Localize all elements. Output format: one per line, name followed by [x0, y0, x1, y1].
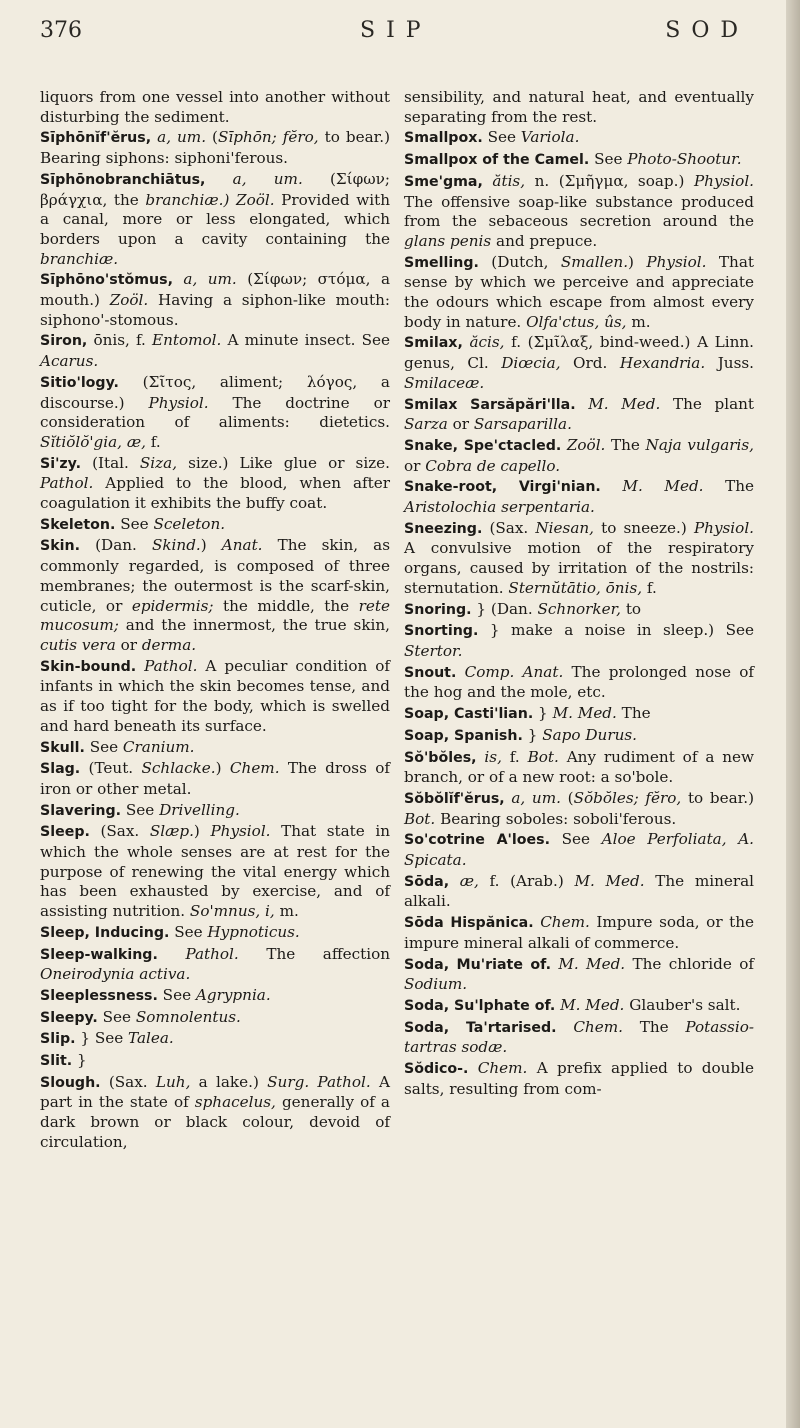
- entry-text: The: [622, 1017, 686, 1036]
- entry-text: [456, 663, 464, 681]
- dictionary-entry: [40, 536, 390, 655]
- entry-text: }: [72, 1051, 87, 1070]
- entry-text: M. Med.: [560, 995, 625, 1014]
- entry-text: See: [157, 985, 196, 1004]
- dictionary-entry: [40, 738, 390, 759]
- entry-text: Cobra de capello.: [425, 456, 561, 475]
- entry-text: See: [84, 737, 123, 756]
- entry-text: Physiol.: [693, 518, 754, 537]
- entry-text: The dross of iron or other metal.: [40, 759, 390, 798]
- running-head-right: S O D: [665, 18, 740, 43]
- entry-text: or: [404, 456, 426, 475]
- dictionary-entry: [404, 519, 754, 599]
- entry-headword: Sneezing.: [404, 520, 483, 537]
- entry-text: See: [482, 128, 521, 147]
- entry-text: Impure soda, or the impure mineral alkali of commerce.: [404, 913, 755, 952]
- entry-headword: Sleep-walking.: [40, 946, 158, 963]
- page-number: 376: [40, 18, 82, 43]
- entry-headword: Soap, Casti'lian.: [404, 706, 534, 723]
- dictionary-entry: [404, 704, 754, 725]
- entry-text: to bear.) Bearing siphons: siphoni'ferous.: [40, 128, 390, 168]
- entry-text: Any rudiment of a new branch, or of a new root: a so'bole.: [404, 747, 755, 787]
- dictionary-entry: [40, 1051, 390, 1072]
- dictionary-entry: [40, 1029, 390, 1050]
- dictionary-entry: [40, 1073, 390, 1153]
- entry-text: ): [628, 252, 647, 271]
- entry-headword: Soda, Mu'riate of.: [404, 956, 551, 973]
- dictionary-entry: [404, 395, 754, 435]
- entry-text: Physiol.: [646, 252, 707, 271]
- entry-text: ): [200, 536, 222, 555]
- entry-text: a, um.: [183, 270, 237, 289]
- entry-text: Schnorker,: [537, 599, 621, 618]
- entry-text: Entomol.: [152, 331, 222, 350]
- entry-text: a, um.: [157, 128, 207, 147]
- entry-headword: Skull.: [40, 739, 85, 756]
- dictionary-entry: [404, 996, 754, 1017]
- entry-text: Sceleton.: [153, 514, 226, 533]
- entry-text: Drivelling.: [159, 800, 240, 819]
- entry-text: [557, 1018, 574, 1036]
- entry-text: Sŏbŏles; fĕro,: [573, 788, 682, 807]
- entry-text: Chem.: [477, 1059, 528, 1078]
- entry-text: (Sax.: [89, 822, 150, 841]
- dictionary-entry: [404, 748, 754, 788]
- dictionary-entry: [40, 515, 390, 536]
- entry-text: (: [206, 128, 218, 147]
- entry-headword: Sīphōno'stŏmus,: [40, 272, 173, 289]
- entry-text: }: [533, 704, 553, 723]
- entry-text: Variola.: [520, 128, 580, 147]
- dictionary-entry: [404, 1059, 754, 1099]
- entry-text: to bear.): [681, 788, 754, 807]
- entry-text: [601, 477, 623, 495]
- entry-text: is,: [484, 747, 502, 766]
- entry-text: Oneirodynia activa.: [40, 965, 191, 984]
- entry-text: M. Med.: [588, 394, 661, 413]
- right-column: [404, 88, 754, 1100]
- entry-text: Naja vulgaris,: [645, 435, 754, 454]
- entry-headword: Snoring.: [404, 601, 472, 618]
- dictionary-entry: [404, 830, 754, 870]
- entry-text: Bot.: [527, 747, 559, 766]
- entry-text: } See: [75, 1029, 129, 1048]
- dictionary-entry: [404, 726, 754, 747]
- entry-text: See: [169, 922, 208, 941]
- entry-headword: Smilax Sarsăpări'lla.: [404, 396, 576, 413]
- dictionary-entry: [40, 923, 390, 944]
- entry-headword: Sŏbŏlĭf'ĕrus,: [404, 790, 505, 807]
- entry-text: Skind.: [151, 536, 201, 555]
- entry-text: Sīphōn; fĕro,: [217, 128, 319, 147]
- entry-text: or: [115, 635, 142, 654]
- dictionary-entry: [404, 663, 754, 703]
- entry-text: branchiæ.: [40, 249, 119, 268]
- dictionary-entry: [404, 872, 754, 912]
- entry-text: Zoöl.: [109, 291, 149, 310]
- entry-text: Sĭtiŏlŏ'gia, æ,: [40, 432, 146, 451]
- entry-text: m.: [274, 902, 299, 921]
- entry-text: The affection: [238, 944, 391, 963]
- entry-text: Anat.: [221, 536, 263, 555]
- entry-text: A convulsive motion of the respiratory organs, caused by irritation of the nostrils: sternutation.: [404, 539, 754, 597]
- entry-text: Comp. Anat.: [464, 662, 564, 681]
- entry-text: [158, 945, 186, 963]
- entry-text: Smilaceæ.: [404, 373, 485, 392]
- entry-text: The plant: [660, 394, 755, 413]
- entry-text: Sarsaparilla.: [473, 415, 572, 434]
- entry-text: The prolonged nose of the hog and the mole, etc.: [404, 662, 754, 702]
- entry-text: Chem.: [229, 759, 280, 778]
- entry-text: ): [215, 759, 230, 778]
- entry-text: [576, 395, 589, 413]
- entry-text: Somnolentus.: [135, 1007, 241, 1026]
- entry-headword: Siron,: [40, 333, 88, 350]
- entry-text: Stertor.: [404, 641, 463, 660]
- entry-text: Pathol.: [40, 474, 94, 493]
- dictionary-entry: [40, 170, 390, 270]
- dictionary-entry: [404, 88, 754, 127]
- entry-text: size.) Like glue or size.: [177, 453, 390, 472]
- entry-text: (Teut.: [80, 759, 142, 778]
- dictionary-entry: [404, 1018, 754, 1058]
- entry-text: (Dan.: [80, 536, 152, 555]
- entry-text: Luh,: [155, 1072, 191, 1091]
- entry-text: Siza,: [139, 453, 178, 472]
- entry-text: Pathol.: [144, 656, 198, 675]
- dictionary-entry: [40, 128, 390, 168]
- entry-headword: Slit.: [40, 1053, 73, 1070]
- entry-text: branchiæ.): [145, 190, 230, 209]
- entry-headword: Sōda Hispănica.: [404, 915, 534, 932]
- entry-text: See: [115, 514, 154, 533]
- entry-text: a, um.: [511, 788, 561, 807]
- entry-text: Applied to the blood, when after coagulation it exhibits the buffy coat.: [40, 474, 390, 513]
- entry-headword: Snout.: [404, 664, 457, 681]
- entry-headword: Sīphōnĭf'ĕrus,: [40, 130, 152, 147]
- entry-text: Cranium.: [122, 737, 195, 756]
- entry-text: [173, 270, 183, 288]
- entry-headword: Slavering.: [40, 802, 122, 819]
- entry-text: Chem.: [540, 913, 590, 932]
- entry-text: Hypnoticus.: [207, 922, 300, 941]
- dictionary-entry: [40, 759, 390, 799]
- entry-text: Bearing soboles: soboli'ferous.: [435, 809, 677, 828]
- entry-headword: Sitio'logy.: [40, 374, 119, 391]
- entry-text: sensibility, and natural heat, and eventually separating from the rest.: [404, 88, 754, 126]
- dictionary-entry: [40, 657, 390, 737]
- entry-text: Agrypnia.: [195, 985, 271, 1004]
- entry-headword: Snake-root, Virgi'nian.: [404, 479, 601, 496]
- entry-text: glans penis: [404, 231, 492, 250]
- entry-text: m.: [626, 312, 651, 331]
- entry-text: Olfa'ctus, ûs,: [526, 312, 627, 331]
- entry-text: Diœcia,: [501, 354, 561, 373]
- entry-headword: Sleeplessness.: [40, 987, 158, 1004]
- entry-headword: Smelling.: [404, 254, 479, 271]
- dictionary-entry: [40, 801, 390, 822]
- entry-text: Bot.: [404, 809, 436, 828]
- entry-text: Glauber's salt.: [624, 995, 741, 1014]
- entry-text: Niesan,: [535, 518, 594, 537]
- entry-text: Zoöl.: [566, 435, 606, 454]
- dictionary-entry: [40, 454, 390, 514]
- entry-text: That state in which the whole senses are at rest for the purpose of renewing the vital energy which has been exhausted by exercise, and of assisting nutrition.: [40, 822, 390, 921]
- entry-text: f. (Σμῖλαξ, bind-weed.) A Linn. genus, Cl.: [404, 333, 755, 373]
- entry-text: Chem.: [573, 1017, 623, 1036]
- entry-text: (Σίφων; στόμα, a mouth.): [40, 270, 390, 310]
- entry-text: f.: [642, 578, 657, 597]
- entry-text: See: [121, 800, 160, 819]
- entry-text: M. Med.: [558, 954, 626, 973]
- dictionary-entry: [404, 333, 754, 393]
- entry-headword: Sleep, Inducing.: [40, 924, 170, 941]
- entry-text: Zoöl.: [236, 190, 275, 209]
- entry-text: or: [447, 415, 474, 434]
- entry-text: Physiol.: [210, 822, 271, 841]
- entry-text: See: [549, 830, 602, 849]
- entry-text: See: [589, 150, 628, 169]
- entry-text: æ,: [459, 871, 479, 890]
- entry-text: ăcis,: [469, 333, 505, 352]
- entry-headword: Slip.: [40, 1031, 76, 1048]
- entry-text: (Sax.: [100, 1072, 156, 1091]
- entry-text: A peculiar condition of infants in which the skin becomes tense, and as if too tight for the body, which is swelled and hard beneath its surface.: [40, 656, 391, 735]
- entry-text: generally of a dark brown or black colour, devoid of circulation,: [40, 1093, 390, 1151]
- entry-headword: Sme'gma,: [404, 173, 483, 190]
- page-edge-shadow: [786, 0, 800, 1428]
- entry-text: (: [560, 788, 574, 807]
- entry-text: [136, 657, 144, 675]
- entry-text: (Sax.: [482, 518, 536, 537]
- dictionary-entry: [40, 1008, 390, 1029]
- entry-text: } make a noise in sleep.) See: [478, 621, 754, 640]
- entry-text: Physiol.: [148, 393, 209, 412]
- entry-text: Sternŭtātio, ōnis,: [508, 578, 643, 597]
- dictionary-entry: [40, 270, 390, 330]
- entry-headword: Smallpox.: [404, 130, 483, 147]
- entry-headword: Slough.: [40, 1074, 101, 1091]
- entry-text: Aristolochia serpentaria.: [404, 498, 595, 517]
- entry-text: (Dutch,: [478, 252, 561, 271]
- entry-text: [205, 170, 232, 188]
- entry-headword: Smallpox of the Camel.: [404, 152, 590, 169]
- entry-text: Schlacke.: [141, 759, 216, 778]
- entry-text: Smallen.: [560, 252, 629, 271]
- entry-headword: Si'zy.: [40, 455, 82, 472]
- entry-text: Sarza: [404, 415, 448, 434]
- entry-text: Juss.: [705, 354, 754, 373]
- entry-text: f. (Arab.): [478, 871, 575, 890]
- entry-text: derma.: [141, 635, 197, 654]
- dictionary-entry: [404, 436, 754, 476]
- entry-headword: Sleep.: [40, 824, 90, 841]
- entry-text: Acarus.: [40, 352, 99, 371]
- entry-headword: Skeleton.: [40, 516, 116, 533]
- entry-text: to: [621, 599, 642, 618]
- entry-text: The mineral alkali.: [404, 871, 755, 911]
- entry-text: ătis,: [492, 171, 526, 190]
- entry-text: A prefix applied to double salts, resulting from com-: [404, 1059, 755, 1098]
- dictionary-entry: [404, 789, 754, 829]
- entry-headword: Snorting.: [404, 623, 479, 640]
- entry-text: Aloe Perfoliata, A. Spicata.: [404, 830, 754, 870]
- entry-text: sphacelus,: [194, 1093, 276, 1112]
- entry-text: and prepuce.: [491, 231, 598, 250]
- dictionary-entry: [404, 128, 754, 149]
- entry-text: The offensive soap-like substance produced from the sebaceous secretion around the: [404, 192, 754, 231]
- entry-text: So'mnus, i,: [189, 902, 275, 921]
- entry-text: The doctrine or consideration of aliments: dietetics.: [40, 393, 390, 432]
- dictionary-entry: [404, 172, 754, 252]
- dictionary-entry: [404, 150, 754, 171]
- dictionary-entry: [40, 88, 390, 127]
- entry-text: The: [605, 435, 646, 454]
- entry-text: A part in the state of: [40, 1072, 390, 1112]
- entry-text: Provided with a canal, more or less elongated, which borders upon a cavity containing the: [40, 190, 391, 248]
- entry-text: Potassio-tartras sodæ.: [404, 1017, 754, 1057]
- entry-headword: Skin.: [40, 538, 81, 555]
- entry-headword: Soda, Ta'rtarised.: [404, 1019, 557, 1036]
- entry-headword: Sōda,: [404, 873, 450, 890]
- entry-text: Hexandria.: [619, 354, 706, 373]
- entry-headword: Smilax,: [404, 335, 463, 352]
- entry-text: Sodium.: [404, 975, 468, 994]
- entry-text: Ord.: [560, 354, 620, 373]
- entry-text: Photo-Shootur.: [627, 150, 742, 169]
- entry-headword: Soap, Spanish.: [404, 727, 523, 744]
- entry-text: The skin, as commonly regarded, is composed of three membranes; the outermost is the scarf-skin, cuticle, or: [40, 536, 390, 615]
- entry-headword: Sŏ'bŏles,: [404, 749, 477, 766]
- entry-text: } (Dan.: [471, 599, 538, 618]
- dictionary-entry: [404, 253, 754, 333]
- entry-text: [449, 872, 460, 890]
- entry-text: a, um.: [232, 169, 303, 188]
- entry-headword: Sleepy.: [40, 1009, 98, 1026]
- left-column: [40, 88, 390, 1154]
- entry-text: (Ital.: [81, 453, 140, 472]
- entry-text: [468, 1059, 477, 1077]
- entry-headword: Skin-bound.: [40, 658, 137, 675]
- entry-text: Sapo Durus.: [542, 725, 637, 744]
- entry-text: n. (Σμῆγμα, soap.): [525, 171, 694, 190]
- entry-text: Having a siphon-like mouth: siphono'-stomous.: [40, 291, 390, 329]
- entry-text: liquors from one vessel into another without disturbing the sediment.: [40, 88, 390, 126]
- entry-text: Surg. Pathol.: [267, 1072, 371, 1091]
- entry-text: f.: [145, 432, 161, 451]
- entry-text: The: [616, 704, 651, 723]
- dictionary-entry: [404, 600, 754, 621]
- running-head-left: S I P: [360, 18, 423, 43]
- entry-text: f.: [501, 747, 528, 766]
- entry-text: The chloride of: [625, 954, 754, 973]
- entry-text: Slæp.: [149, 822, 194, 841]
- dictionary-entry: [40, 331, 390, 371]
- entry-text: (Σῖτος, aliment; λόγος, a discourse.): [40, 372, 390, 412]
- page-header: [40, 18, 760, 58]
- entry-text: to sneeze.): [593, 518, 694, 537]
- entry-text: [483, 172, 493, 190]
- entry-text: Pathol.: [185, 944, 239, 963]
- entry-text: The: [703, 477, 755, 496]
- entry-text: M. Med.: [622, 477, 704, 496]
- entry-headword: So'cotrine A'loes.: [404, 832, 550, 849]
- entry-text: a lake.): [190, 1072, 268, 1091]
- entry-text: ): [193, 822, 211, 841]
- entry-text: Talea.: [128, 1029, 174, 1048]
- entry-text: epidermis;: [131, 596, 214, 615]
- dictionary-entry: [40, 373, 390, 453]
- dictionary-entry: [404, 621, 754, 661]
- entry-text: rete mucosum;: [40, 596, 390, 635]
- entry-text: the middle, the: [213, 596, 359, 615]
- entry-text: }: [522, 725, 543, 744]
- entry-headword: Soda, Su'lphate of.: [404, 997, 556, 1014]
- entry-headword: Sīphōnobranchiātus,: [40, 171, 206, 188]
- dictionary-entry: [40, 822, 390, 922]
- entry-text: Physiol.: [693, 171, 755, 190]
- entry-text: A minute insect. See: [221, 331, 390, 350]
- entry-text: M. Med.: [574, 871, 645, 890]
- dictionary-entry: [40, 945, 390, 985]
- entry-text: and the innermost, the true skin,: [118, 616, 390, 635]
- entry-headword: Sŏdico-.: [404, 1061, 469, 1078]
- dictionary-entry: [404, 477, 754, 517]
- entry-text: cutis vera: [40, 635, 116, 654]
- dictionary-entry: [404, 955, 754, 995]
- dictionary-entry: [404, 913, 754, 953]
- entry-text: ōnis, f.: [87, 331, 153, 350]
- entry-headword: Snake, Spe'ctacled.: [404, 437, 562, 454]
- entry-text: (Σίφων; βράγχια, the: [40, 169, 390, 209]
- dictionary-entry: [40, 986, 390, 1007]
- entry-headword: Slag.: [40, 761, 81, 778]
- entry-text: That sense by which we perceive and appreciate the odours which escape from almost every body in nature.: [404, 252, 754, 331]
- entry-text: See: [97, 1007, 136, 1026]
- entry-text: M. Med.: [552, 704, 617, 723]
